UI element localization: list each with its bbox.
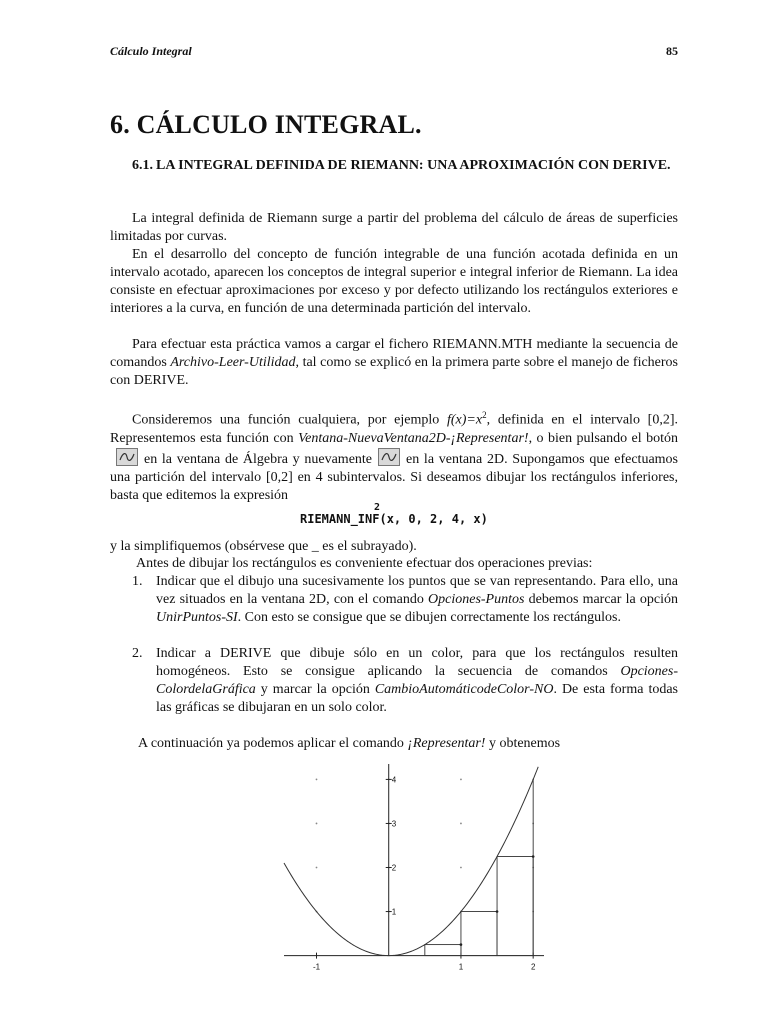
text-run: en la ventana de Álgebra y nuevamente: [144, 451, 373, 467]
list-marker: 2.: [132, 646, 143, 661]
formula-right: , 0, 2, 4, x): [393, 512, 488, 526]
grid-dot: [460, 867, 462, 869]
paragraph-4: [110, 406, 678, 505]
x-tick-label: 1: [458, 962, 464, 972]
list-marker: 1.: [132, 574, 143, 589]
command-name: Opciones-ColordelaGráfica: [156, 664, 678, 697]
text-run: A continuación ya podemos aplicar el comando: [138, 736, 408, 751]
paragraph-7: [138, 735, 560, 753]
riemann-rectangle: [425, 945, 461, 956]
grid-dot: [460, 823, 462, 825]
y-tick-label: 2: [391, 863, 397, 873]
option-name: UnirPuntos-SI: [156, 610, 238, 625]
text-run: Indicar a DERIVE que dibuje sólo en un color, para que los rectángulos resulten homogéneos. Esto se consigue aplicando la secuencia de comandos: [156, 646, 678, 679]
page-number: 85: [666, 44, 678, 58]
grid-dot: [316, 823, 318, 825]
exponent: 2: [482, 410, 487, 420]
y-tick-label: 3: [391, 819, 397, 829]
y-tick-label: 1: [391, 907, 397, 917]
paragraph-text: En el desarrollo del concepto de función integrable de una función acotada definida en un intervalo acotado, aparecen los conceptos de integral superior e integral inferior de Riemann. La idea consiste en efectuar aproximaciones por exceso y por defecto utilizando los rectángulos exteriores e interiores a la curva, en función de una determinada partición del intervalo.: [110, 247, 678, 316]
text-run: Para efectuar esta práctica vamos a cargar el fichero RIEMANN.MTH mediante la secuencia de comandos: [110, 337, 678, 370]
formula-exponent: 2: [374, 502, 381, 513]
paragraph-text: y la simplifiquemos (obsérvese que _ es el subrayado).: [110, 539, 417, 554]
x-tick-label: -1: [312, 962, 321, 972]
command-name: ¡Representar!: [407, 736, 486, 751]
paragraph-3: [110, 336, 678, 390]
command-name: Ventana-NuevaVentana2D-¡Representar!: [298, 430, 529, 446]
text-run: debemos marcar la opción: [524, 592, 678, 607]
chapter-title: 6. CÁLCULO INTEGRAL.: [110, 110, 422, 139]
text-run: . De esta forma todas las gráficas se dibujaran en un solo color.: [156, 682, 678, 715]
paragraph-text: [110, 406, 678, 505]
list-item: [132, 645, 678, 717]
text-run: , definida en el intervalo [0,2]. Representemos esta función con: [110, 412, 678, 446]
plot-button-icon: [116, 448, 138, 466]
paragraph-6: Antes de dibujar los rectángulos es conveniente efectuar dos operaciones previas:: [136, 556, 593, 571]
section-heading: [132, 157, 678, 175]
x-tick-label: 2: [530, 962, 536, 972]
text-run: y obtenemos: [485, 736, 561, 751]
function-curve: [284, 767, 538, 956]
running-header: [110, 44, 678, 64]
plot-button-icon: [378, 448, 400, 466]
section-number: 6.1.: [132, 158, 153, 173]
paragraph-5: [110, 538, 678, 556]
formula-expression: [300, 502, 550, 526]
text-run: , tal como se explicó en la primera parte sobre el manejo de ficheros con DERIVE.: [110, 355, 679, 388]
function-expression: f(x)=x: [447, 412, 483, 428]
paragraph-2: [110, 246, 678, 318]
paragraph-text: [110, 336, 678, 390]
riemann-plot: [280, 760, 550, 980]
paragraph-1: [110, 210, 678, 246]
running-title: Cálculo Integral: [110, 44, 192, 58]
text-run: y marcar la opción: [255, 682, 375, 697]
command-name: Archivo-Leer-Utilidad: [170, 355, 296, 370]
paragraph-text: La integral definida de Riemann surge a partir del problema del cálculo de áreas de superficies limitadas por curvas.: [110, 211, 678, 244]
riemann-rectangle: [497, 856, 533, 955]
list-item: [132, 573, 678, 627]
formula-left: RIEMANN_INF(x: [300, 512, 394, 526]
text-run: Indicar que el dibujo una sucesivamente los puntos que se van representando. Para ello, una vez situados en la ventana 2D, con el comando: [156, 574, 678, 607]
text-run: , o bien pulsando el botón: [528, 430, 679, 446]
option-name: CambioAutomáticodeColor-NO: [374, 682, 554, 697]
text-run: . Con esto se consigue que se dibujen correctamente los rectángulos.: [237, 610, 622, 625]
text-run: Consideremos una función cualquiera, por ejemplo: [132, 412, 447, 428]
section-title: LA INTEGRAL DEFINIDA DE RIEMANN: UNA APROXIMACIÓN CON DERIVE.: [156, 158, 671, 173]
grid-dot: [316, 867, 318, 869]
grid-dot: [460, 779, 462, 781]
riemann-rectangle: [461, 912, 497, 956]
y-tick-label: 4: [391, 775, 397, 785]
text-run: en la ventana 2D. Supongamos que efectuamos una partición del intervalo [0,2] en 4 subintervalos. Si deseamos dibujar los rectángulos inferiores, basta que editemos la expresión: [110, 451, 678, 503]
grid-dot: [316, 779, 318, 781]
command-name: Opciones-Puntos: [428, 592, 525, 607]
